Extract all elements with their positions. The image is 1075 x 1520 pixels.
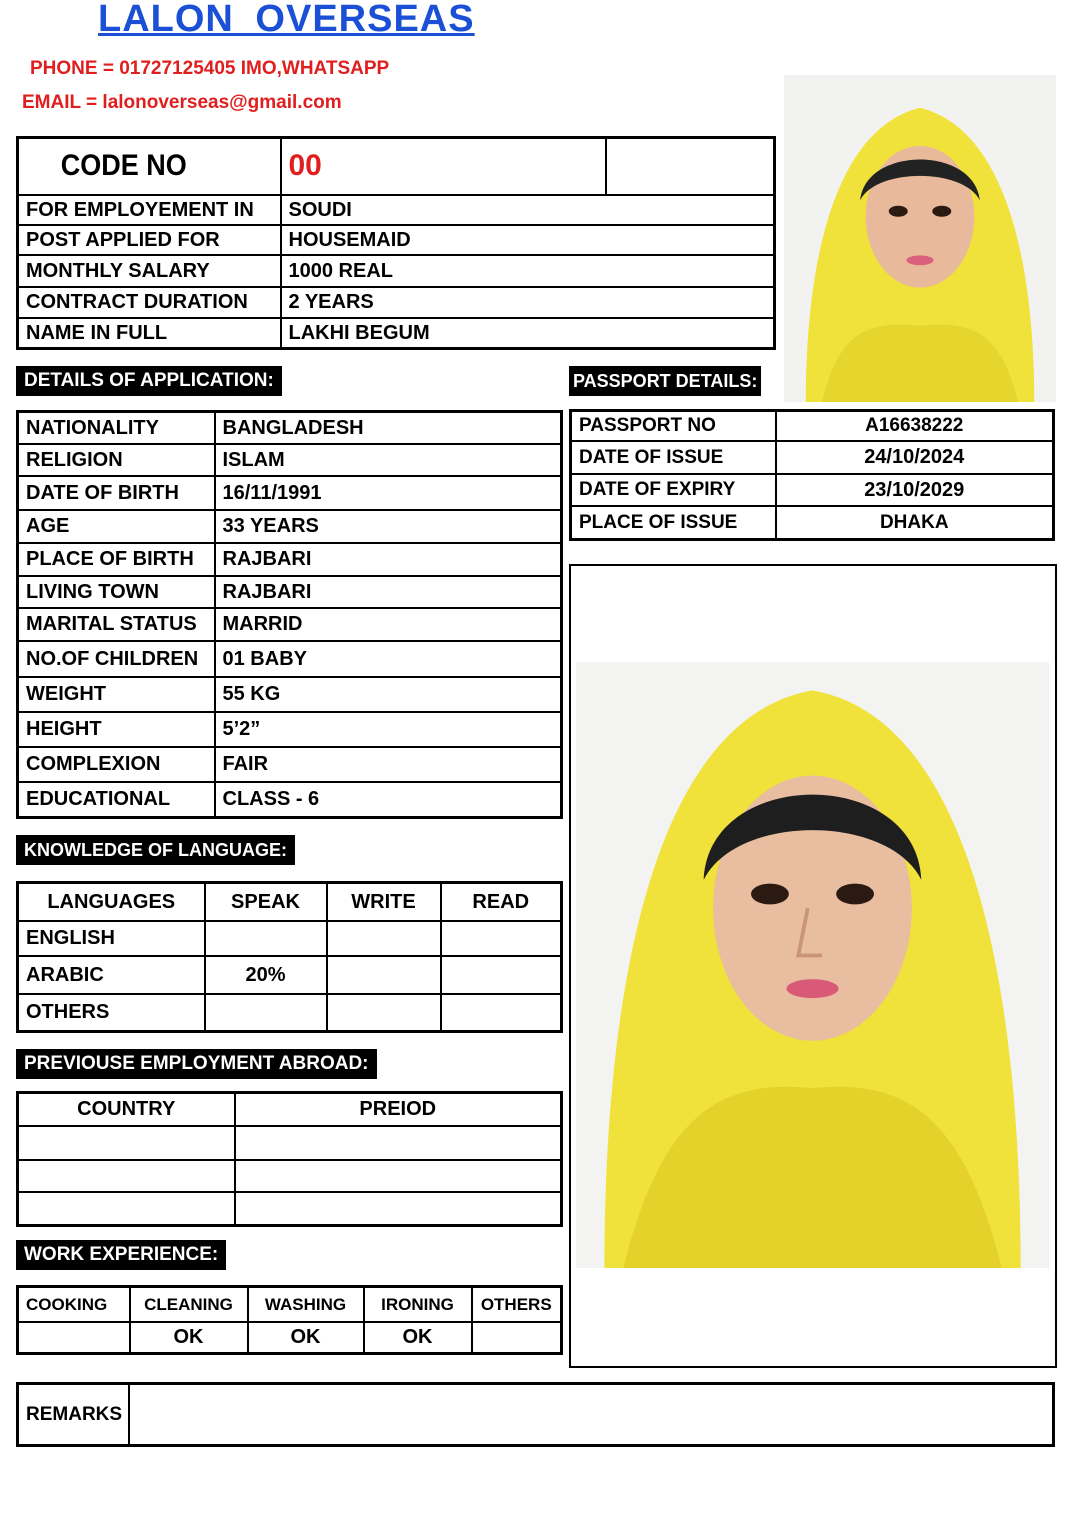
applicant-photo-small	[784, 75, 1056, 402]
weight-label: WEIGHT	[18, 677, 215, 712]
english-read	[441, 921, 562, 956]
previous-employment-heading: PREVIOUSE EMPLOYMENT ABROAD:	[16, 1049, 377, 1079]
place-of-birth-label: PLACE OF BIRTH	[18, 543, 215, 576]
details-table	[16, 410, 563, 819]
applicant-photo-large	[576, 662, 1049, 1268]
post-applied-label: POST APPLIED FOR	[18, 225, 281, 255]
ironing-header: IRONING	[364, 1287, 472, 1322]
english-write	[327, 921, 441, 956]
weight-value: 55 KG	[215, 677, 562, 712]
others-value	[472, 1322, 562, 1354]
read-header: READ	[441, 883, 562, 921]
language-arabic: ARABIC	[18, 956, 205, 994]
work-experience-heading: WORK EXPERIENCE:	[16, 1240, 226, 1270]
period-header: PREIOD	[235, 1093, 562, 1126]
speak-header: SPEAK	[205, 883, 327, 921]
others-read	[441, 994, 562, 1032]
height-value: 5’2”	[215, 712, 562, 747]
employment-in-label: FOR EMPLOYEMENT IN	[18, 195, 281, 225]
contract-duration-value: 2 YEARS	[281, 287, 775, 318]
nationality-label: NATIONALITY	[18, 412, 215, 444]
company-title: LALON OVERSEAS	[98, 0, 475, 40]
others-header: OTHERS	[472, 1287, 562, 1322]
others-write	[327, 994, 441, 1032]
passport-no-value: A16638222	[776, 411, 1054, 441]
living-town-label: LIVING TOWN	[18, 576, 215, 608]
email-line: EMAIL = lalonoverseas@gmail.com	[22, 92, 342, 113]
previous-row-country	[18, 1126, 235, 1160]
nationality-value: BANGLADESH	[215, 412, 562, 444]
cleaning-value: OK	[130, 1322, 248, 1354]
previous-row-period	[235, 1160, 562, 1192]
passport-no-label: PASSPORT NO	[571, 411, 776, 441]
issue-date-value: 24/10/2024	[776, 441, 1054, 474]
dob-value: 16/11/1991	[215, 476, 562, 510]
remarks-value	[129, 1384, 1054, 1446]
children-value: 01 BABY	[215, 641, 562, 677]
place-of-issue-label: PLACE OF ISSUE	[571, 506, 776, 540]
expiry-date-value: 23/10/2029	[776, 474, 1054, 506]
arabic-read	[441, 956, 562, 994]
previous-row-country	[18, 1192, 235, 1226]
monthly-salary-label: MONTHLY SALARY	[18, 255, 281, 287]
code-value: 00	[281, 138, 606, 195]
passport-table	[569, 409, 1055, 541]
expiry-date-label: DATE OF EXPIRY	[571, 474, 776, 506]
age-value: 33 YEARS	[215, 510, 562, 543]
issue-date-label: DATE OF ISSUE	[571, 441, 776, 474]
previous-employment-table	[16, 1091, 563, 1227]
marital-status-label: MARITAL STATUS	[18, 608, 215, 641]
country-header: COUNTRY	[18, 1093, 235, 1126]
religion-value: ISLAM	[215, 444, 562, 476]
employment-in-value: SOUDI	[281, 195, 775, 225]
place-of-birth-value: RAJBARI	[215, 543, 562, 576]
previous-row-period	[235, 1126, 562, 1160]
place-of-issue-value: DHAKA	[776, 506, 1054, 540]
language-heading: KNOWLEDGE OF LANGUAGE:	[16, 835, 295, 865]
educational-value: CLASS - 6	[215, 782, 562, 818]
others-speak	[205, 994, 327, 1032]
language-table	[16, 881, 563, 1033]
arabic-write	[327, 956, 441, 994]
age-label: AGE	[18, 510, 215, 543]
ironing-value: OK	[364, 1322, 472, 1354]
code-label: CODE NO	[18, 138, 255, 195]
contract-duration-label: CONTRACT DURATION	[18, 287, 281, 318]
details-heading: DETAILS OF APPLICATION:	[16, 366, 282, 396]
remarks-label: REMARKS	[18, 1384, 129, 1446]
remarks-table	[16, 1382, 1055, 1447]
previous-row-country	[18, 1160, 235, 1192]
marital-status-value: MARRID	[215, 608, 562, 641]
previous-row-period	[235, 1192, 562, 1226]
write-header: WRITE	[327, 883, 441, 921]
complexion-label: COMPLEXION	[18, 747, 215, 782]
cooking-value	[18, 1322, 130, 1354]
living-town-value: RAJBARI	[215, 576, 562, 608]
cooking-header: COOKING	[18, 1287, 130, 1322]
name-in-full-label: NAME IN FULL	[18, 318, 281, 349]
children-label: NO.OF CHILDREN	[18, 641, 215, 677]
languages-header: LANGUAGES	[18, 883, 205, 921]
arabic-speak: 20%	[205, 956, 327, 994]
dob-label: DATE OF BIRTH	[18, 476, 215, 510]
language-others: OTHERS	[18, 994, 205, 1032]
post-applied-value: HOUSEMAID	[281, 225, 775, 255]
code-extra-cell	[606, 138, 775, 195]
work-experience-table	[16, 1285, 563, 1355]
cleaning-header: CLEANING	[130, 1287, 248, 1322]
phone-line: PHONE = 01727125405 IMO,WHATSAPP	[30, 58, 390, 79]
washing-header: WASHING	[248, 1287, 364, 1322]
monthly-salary-value: 1000 REAL	[281, 255, 775, 287]
english-speak	[205, 921, 327, 956]
language-english: ENGLISH	[18, 921, 205, 956]
complexion-value: FAIR	[215, 747, 562, 782]
height-label: HEIGHT	[18, 712, 215, 747]
passport-heading: PASSPORT DETAILS:	[569, 366, 761, 396]
name-in-full-value: LAKHI BEGUM	[281, 318, 775, 349]
religion-label: RELIGION	[18, 444, 215, 476]
top-info-table	[16, 136, 776, 350]
washing-value: OK	[248, 1322, 364, 1354]
educational-label: EDUCATIONAL	[18, 782, 215, 818]
